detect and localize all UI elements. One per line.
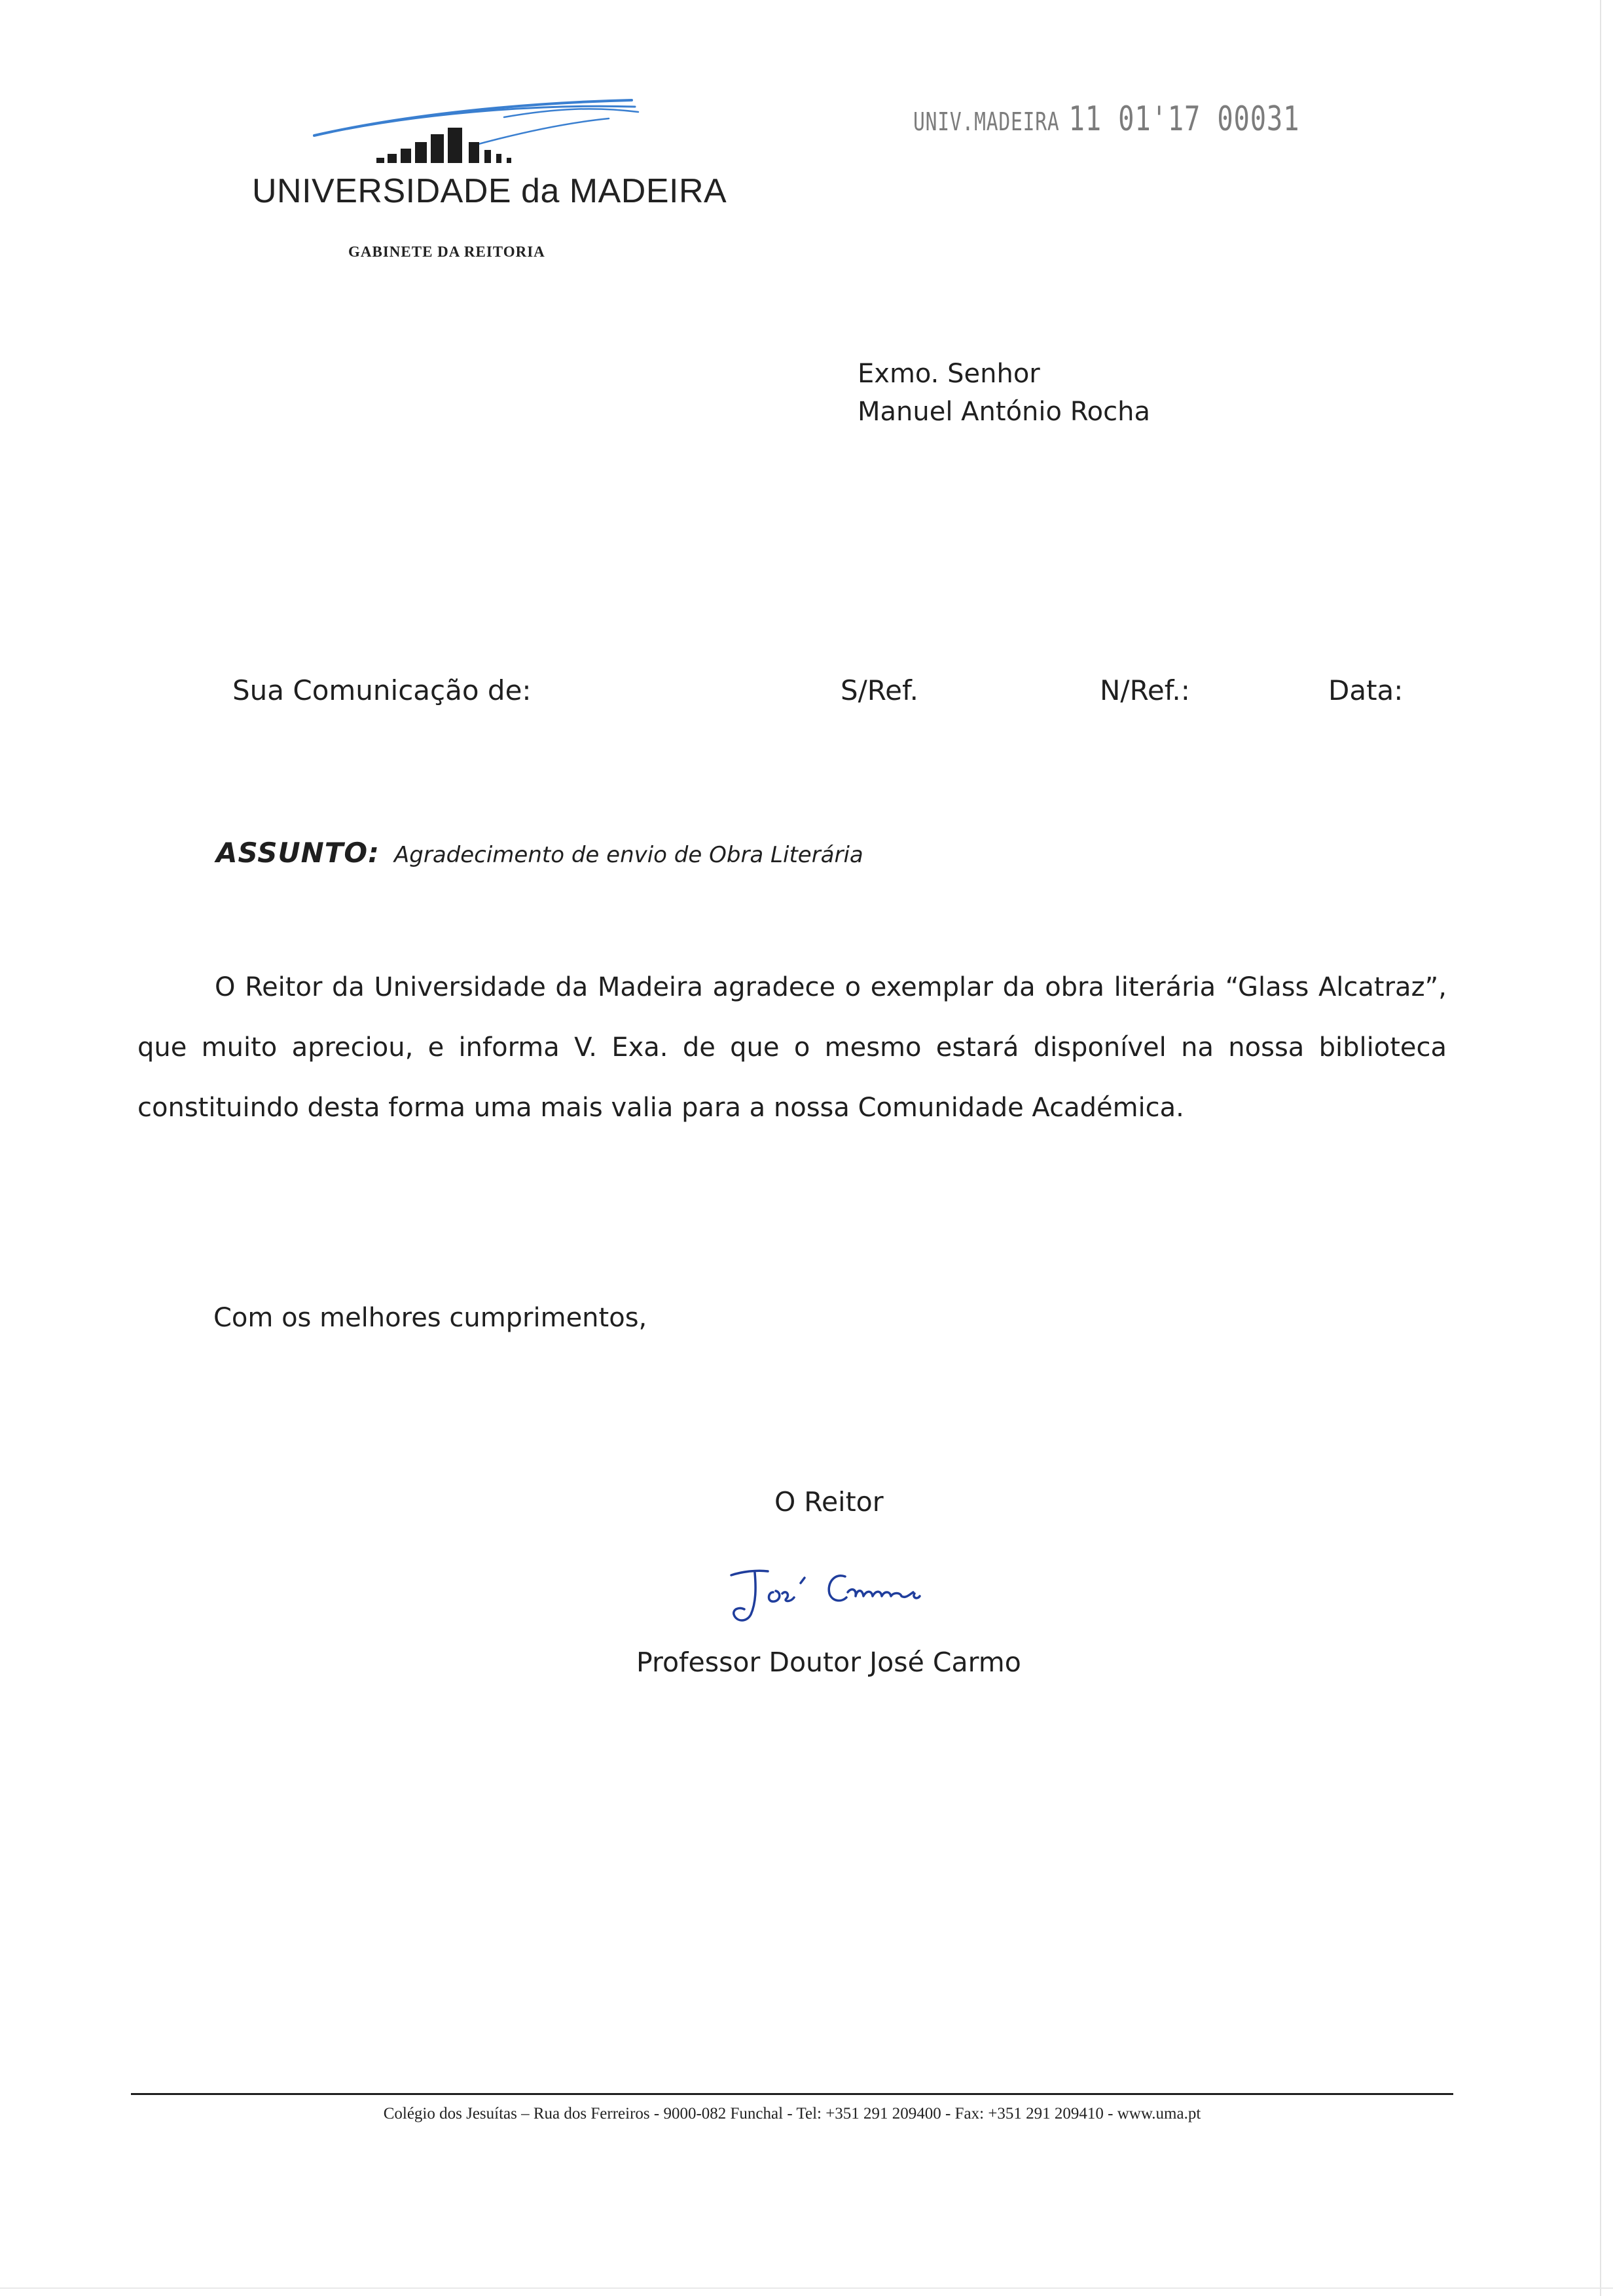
scan-edge-bottom — [0, 2287, 1613, 2289]
ref-s-ref: S/Ref. — [841, 674, 919, 706]
footer-address: Colégio dos Jesuítas – Rua dos Ferreiros - 9000-082 Funchal - Tel: +351 291 209400 - Fax: +351 291 209410 - www.uma.pt — [383, 2105, 1201, 2123]
recipient-salutation: Exmo. Senhor — [858, 359, 1040, 389]
subject-text: Agradecimento de envio de Obra Literária — [394, 842, 863, 868]
scan-edge-right — [1600, 0, 1601, 2296]
letter-body: O Reitor da Universidade da Madeira agradece o exemplar da obra literária “Glass Alcatraz”, que muito apreciou, e informa V. Exa. de que o mesmo estará disponível na nossa biblioteca constituindo desta forma uma mais valia para a nossa Comunidade Académica. — [137, 972, 1447, 1123]
ref-sua-comunicacao: Sua Comunicação de: — [232, 674, 532, 706]
subject-line — [216, 837, 863, 869]
registry-stamp — [913, 100, 1299, 139]
closing-line: Com os melhores cumprimentos, — [213, 1303, 647, 1333]
footer-divider — [131, 2093, 1453, 2095]
cabinet-name: GABINETE DA REITORIA — [348, 244, 545, 260]
handwritten-signature — [717, 1552, 933, 1630]
logo-bars — [376, 128, 511, 163]
logo-swoosh — [314, 100, 638, 146]
recipient-block — [858, 355, 1150, 431]
ref-data: Data: — [1328, 674, 1404, 706]
signer-name: Professor Doutor José Carmo — [636, 1647, 1021, 1678]
signature-title: O Reitor — [774, 1486, 884, 1518]
subject-label: ASSUNTO: — [216, 837, 380, 869]
university-name: UNIVERSIDADE da MADEIRA — [252, 172, 727, 210]
stamp-prefix: UNIV.MADEIRA — [913, 107, 1060, 136]
ref-n-ref: N/Ref.: — [1100, 674, 1190, 706]
stamp-number: 11 01'17 00031 — [1068, 100, 1300, 139]
university-logo — [308, 88, 642, 170]
recipient-name: Manuel António Rocha — [858, 397, 1151, 427]
